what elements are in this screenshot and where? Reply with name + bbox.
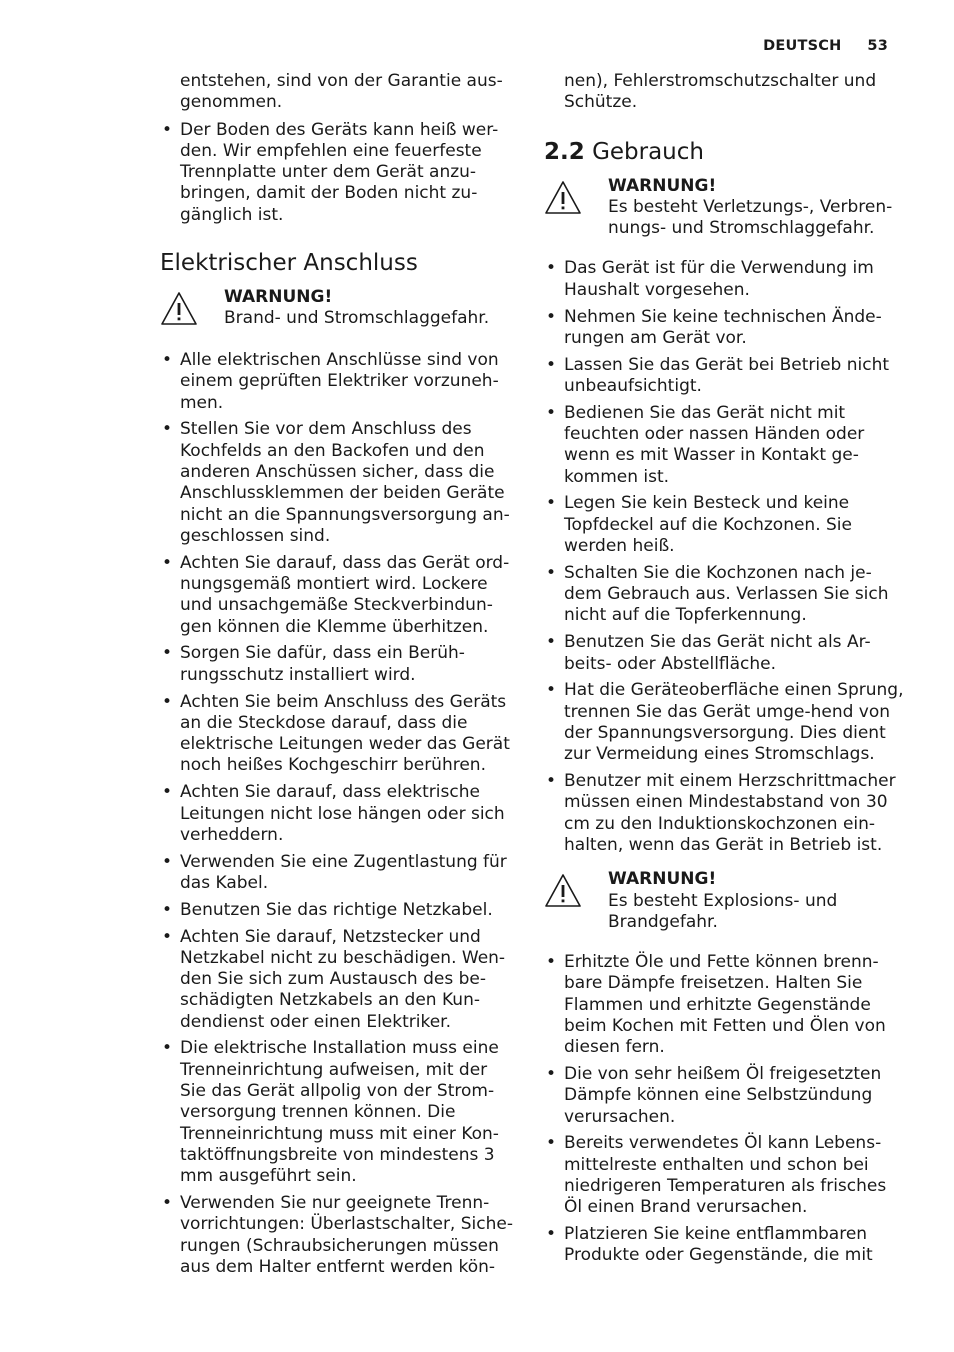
- list-item: • Die von sehr heißem Öl freigesetzten Dämpfe können eine Selbstzündung verursachen.: [544, 1064, 904, 1128]
- list-item: • Bedienen Sie das Gerät nicht mit feuchten oder nassen Händen oder wenn es mit Wasser in Kontakt ge-kommen ist.: [544, 403, 904, 488]
- list-item: • Achten Sie darauf, dass elektrische Leitungen nicht lose hängen oder sich verheddern.: [160, 782, 516, 846]
- warning-triangle-icon: [544, 176, 608, 220]
- list-item: • Erhitzte Öle und Fette können brenn-bare Dämpfe freisetzen. Halten Sie Flammen und erhitzte Gegenstände beim Kochen mit Fetten und Ölen von diesen fern.: [544, 952, 904, 1058]
- list-item: • Benutzen Sie das Gerät nicht als Ar-beits- oder Abstellfläche.: [544, 632, 904, 675]
- list-item: • Alle elektrischen Anschlüsse sind von einem geprüften Elektriker vorzuneh-men.: [160, 350, 516, 414]
- section-title-text: Gebrauch: [592, 138, 704, 165]
- list-item: • Achten Sie darauf, dass das Gerät ord-nungsgemäß montiert wird. Lockere und unsachgemäße Steckverbindun-gen können die Klemme überhitzen.: [160, 553, 516, 638]
- left-column: [160, 71, 516, 1284]
- list-item: • Schalten Sie die Kochzonen nach je-dem Gebrauch aus. Verlassen Sie sich nicht auf die Topferkennung.: [544, 563, 904, 627]
- warning-title: WARNUNG!: [608, 869, 717, 890]
- list-item: • Platzieren Sie keine entflammbaren Produkte oder Gegenstände, die mit: [544, 1224, 904, 1267]
- list-item: • Verwenden Sie nur geeignete Trenn-vorrichtungen: Überlastschalter, Siche-rungen (Schraubsicherungen müssen aus dem Halter entfernt werden kön-: [160, 1193, 516, 1278]
- section-number: 2.2: [544, 138, 585, 165]
- list-item: • Die elektrische Installation muss eine Trenneinrichtung aufweisen, mit der Sie das Gerät allpolig von der Strom-versorgung trennen können. Die Trenneinrichtung muss mit einer Kon-taktöffnungsbreite von mindestens 3 mm ausgeführt sein.: [160, 1038, 516, 1187]
- list-item: • Achten Sie darauf, Netzstecker und Netzkabel nicht zu beschädigen. Wen-den Sie sich zum Austausch des be-schädigten Netzkabels an den Kun-dendienst oder einen Elektriker.: [160, 927, 516, 1033]
- intro-continuation: entstehen, sind von der Garantie aus-genommen.: [180, 71, 503, 113]
- page-header: [763, 38, 888, 54]
- right-column: [544, 71, 904, 1272]
- list-item: • Stellen Sie vor dem Anschluss des Kochfelds an den Backofen und den anderen Anschüssen sicher, dass die Anschlussklemmen der beiden Geräte nicht an die Spannungsversorgung an-geschlossen sind.: [160, 419, 516, 547]
- warning-box: [544, 176, 904, 240]
- explosion-bullet-list: [544, 952, 904, 1267]
- warning-text: Es besteht Explosions- und Brandgefahr.: [608, 890, 838, 932]
- intro-bullet-list: [160, 120, 516, 226]
- list-item: • Benutzer mit einem Herzschrittmacher müssen einen Mindestabstand von 30 cm zu den Induktionskochzonen ein-halten, wenn das Gerät in Betrieb ist.: [544, 771, 904, 856]
- list-item: • Bereits verwendetes Öl kann Lebens-mittelreste enthalten und schon bei niedrigeren Temperaturen als frisches Öl einen Brand verursachen.: [544, 1133, 904, 1218]
- page-number: 53: [867, 38, 888, 54]
- list-item: • Achten Sie beim Anschluss des Geräts an die Steckdose darauf, dass die elektrische Leitungen weder das Gerät noch heißes Kochgeschirr berühren.: [160, 692, 516, 777]
- warning-triangle-icon: [544, 869, 608, 913]
- list-item: • Nehmen Sie keine technischen Ände-rungen am Gerät vor.: [544, 307, 904, 350]
- list-item: • Legen Sie kein Besteck und keine Topfdeckel auf die Kochzonen. Sie werden heiß.: [544, 493, 904, 557]
- warning-text: Brand- und Stromschlaggefahr.: [224, 308, 490, 329]
- warning-box: [544, 869, 904, 933]
- list-item: • Hat die Geräteoberfläche einen Sprung, trennen Sie das Gerät umge-hend von der Spannungsversorgung. Dies dient zur Vermeidung eines Stromschlags.: [544, 680, 904, 765]
- continuation-text: nen), Fehlerstromschutzschalter und Schütze.: [564, 71, 877, 113]
- usage-bullet-list: [544, 258, 904, 856]
- warning-triangle-icon: [160, 287, 224, 331]
- warning-title: WARNUNG!: [224, 287, 333, 308]
- section-title-elektrischer-anschluss: Elektrischer Anschluss: [160, 250, 418, 277]
- list-item: • Verwenden Sie eine Zugentlastung für das Kabel.: [160, 852, 516, 895]
- list-item: • Lassen Sie das Gerät bei Betrieb nicht unbeaufsichtigt.: [544, 355, 904, 398]
- list-item: • Der Boden des Geräts kann heiß wer-den. Wir empfehlen eine feuerfeste Trennplatte unter dem Gerät anzu-bringen, damit der Boden nicht zu-gänglich ist.: [160, 120, 516, 226]
- warning-text: Es besteht Verletzungs-, Verbren-nungs- und Stromschlaggefahr.: [608, 196, 893, 239]
- section-title-gebrauch: [544, 138, 904, 166]
- list-item: • Sorgen Sie dafür, dass ein Berüh-rungsschutz installiert wird.: [160, 643, 516, 686]
- list-item: • Benutzen Sie das richtige Netzkabel.: [160, 900, 516, 921]
- warning-box: [160, 287, 516, 331]
- language-label: DEUTSCH: [763, 38, 842, 54]
- electrical-bullet-list: [160, 350, 516, 1278]
- list-item: • Das Gerät ist für die Verwendung im Haushalt vorgesehen.: [544, 258, 904, 301]
- warning-title: WARNUNG!: [608, 175, 717, 196]
